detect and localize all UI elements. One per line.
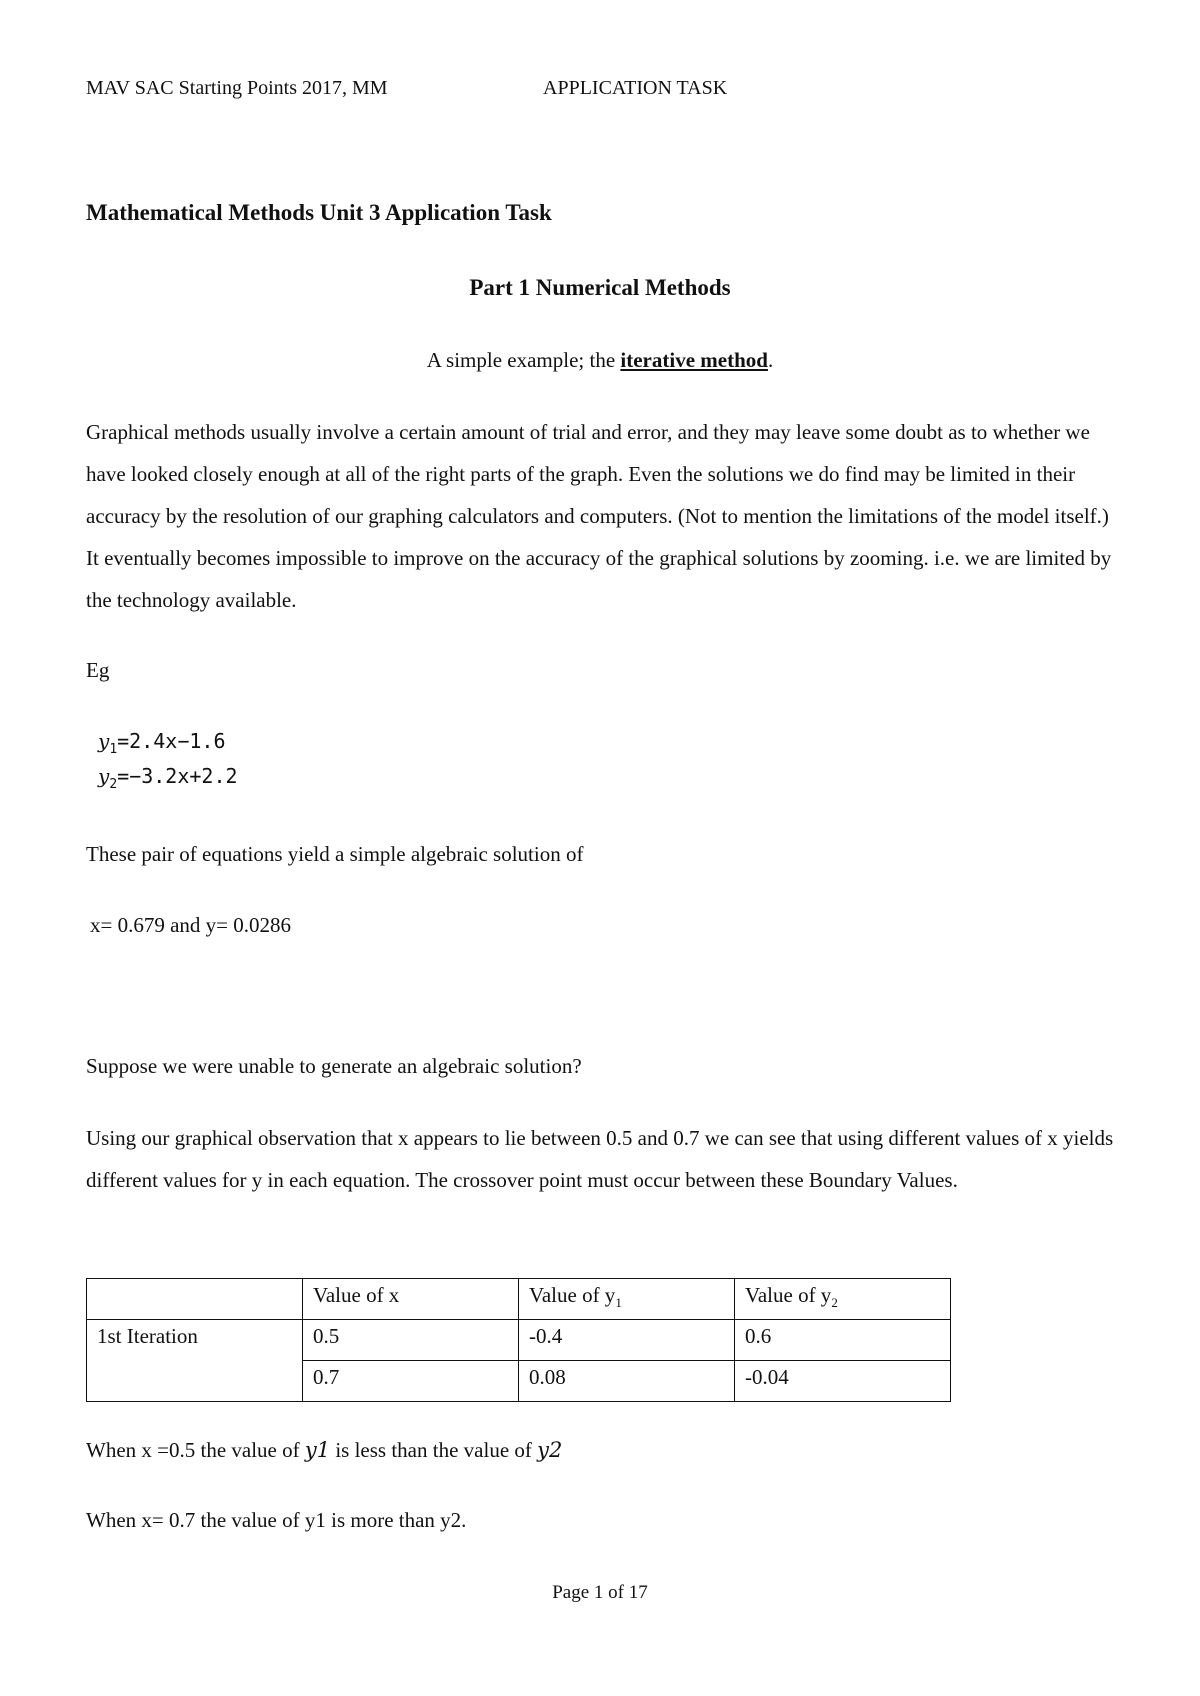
- table-row-label: 1st Iteration: [87, 1320, 303, 1402]
- header-left: MAV SAC Starting Points 2017, MM: [86, 77, 388, 99]
- algebraic-solution: x= 0.679 and y= 0.0286: [90, 913, 292, 937]
- subtitle-prefix: A simple example; the: [426, 348, 621, 372]
- question: Suppose we were unable to generate an algebraic solution?: [86, 1054, 582, 1078]
- table-cell-x: 0.5: [303, 1320, 519, 1361]
- table-cell-y1: -0.4: [519, 1320, 735, 1361]
- table-row: [87, 1320, 951, 1361]
- table-header-y2-base: Value of y: [745, 1283, 832, 1307]
- equation-1-rhs: =2.4x−1.6: [117, 729, 226, 753]
- intro-paragraph: Graphical methods usually involve a certain amount of trial and error, and they may leave some doubt as to whether we have looked closely enough at all of the right parts of the graph. Even the solutions we do find may be limited in their accuracy by the resolution of our graphing calculators and computers. (Not to mention the limitations of the model itself.) It eventually becomes impossible to improve on the accuracy of the graphical solutions by zooming. i.e. we are limited by the technology available.: [86, 420, 1112, 612]
- table-cell-y1: 0.08: [519, 1361, 735, 1402]
- table-header-row: [87, 1279, 951, 1320]
- table-cell-x: 0.7: [303, 1361, 519, 1402]
- equation-2-var: y: [98, 764, 110, 788]
- subtitle-keyword: iterative method: [620, 348, 768, 372]
- boundary-paragraph: Using our graphical observation that x appears to lie between 0.5 and 0.7 we can see that using different values of x yields different values for y in each equation. The crossover point must occur between these Boundary Values.: [86, 1126, 1114, 1192]
- iteration-table: [86, 1278, 951, 1402]
- observation-1-middle: is less than the value of: [330, 1438, 538, 1462]
- eg-label: Eg: [86, 658, 110, 682]
- algebraic-intro: These pair of equations yield a simple algebraic solution of: [86, 842, 584, 866]
- table-header-blank: [87, 1279, 303, 1320]
- observation-1-var-a: y1: [304, 1438, 331, 1462]
- part-title: Part 1 Numerical Methods: [469, 275, 731, 300]
- equation-1: [98, 729, 226, 757]
- subtitle: [0, 348, 1200, 373]
- table-header-y1: [519, 1279, 735, 1320]
- observation-1: [86, 1438, 562, 1463]
- table-header-y1-sub: 1: [615, 1295, 622, 1311]
- equation-2: [98, 764, 238, 792]
- equation-2-rhs: =−3.2x+2.2: [117, 764, 238, 788]
- table-header-x: Value of x: [303, 1279, 519, 1320]
- observation-2: When x= 0.7 the value of y1 is more than y2.: [86, 1508, 467, 1532]
- subtitle-suffix: .: [767, 348, 774, 372]
- table-header-y2: [735, 1279, 951, 1320]
- equation-2-sub: 2: [109, 777, 118, 792]
- equation-1-sub: 1: [109, 742, 118, 757]
- observation-1-var-b: y2: [537, 1438, 563, 1462]
- table-cell-y2: -0.04: [735, 1361, 951, 1402]
- document-title: Mathematical Methods Unit 3 Application Task: [86, 200, 552, 225]
- header-right: APPLICATION TASK: [543, 77, 728, 99]
- equation-1-var: y: [98, 729, 110, 753]
- page-footer: Page 1 of 17: [552, 1582, 648, 1603]
- observation-1-prefix: When x =0.5 the value of: [86, 1438, 305, 1462]
- table-header-y2-sub: 2: [831, 1295, 838, 1311]
- table-header-y1-base: Value of y: [529, 1283, 616, 1307]
- table-cell-y2: 0.6: [735, 1320, 951, 1361]
